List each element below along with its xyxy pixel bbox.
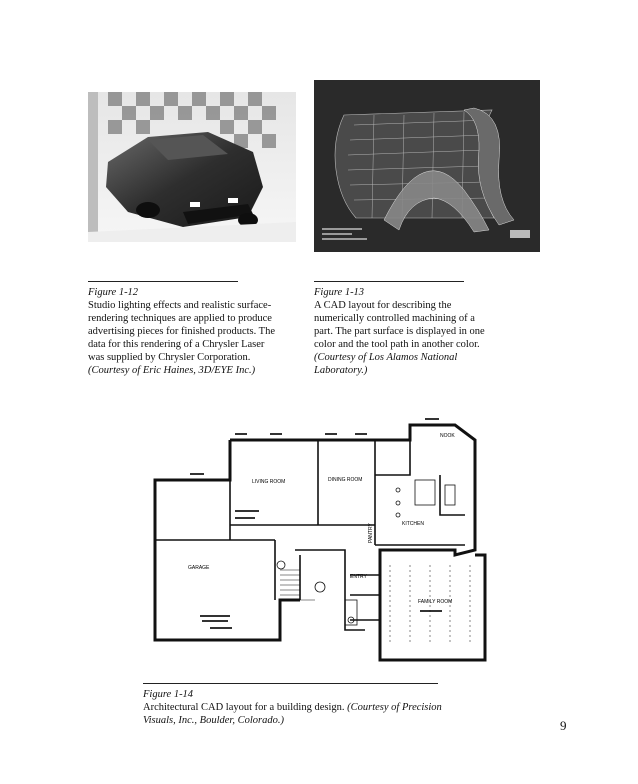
room-label-entry: ENTRY: [350, 574, 367, 580]
figure-1-12-rule: [88, 281, 238, 282]
figure-1-14-image: [140, 415, 495, 670]
figure-1-12-image: [88, 92, 296, 242]
figure-1-14-caption-block: [143, 688, 443, 727]
cad-machining-rendering: [314, 80, 540, 252]
room-label-nook: NOOK: [440, 433, 455, 439]
figure-1-13-caption: [314, 299, 494, 377]
figure-1-12-caption-block: [88, 286, 283, 377]
figure-1-13-caption-text: A CAD layout for describing the numerically controlled machining of a part. The part surface is displayed in one color and the tool path in another color.: [314, 300, 485, 350]
room-label-dining: DINING ROOM: [328, 477, 363, 483]
figure-1-13-caption-block: [314, 286, 494, 377]
room-label-kitchen: KITCHEN: [402, 521, 424, 527]
figure-1-14-credit: (Courtesy of Precision Visuals, Inc., Boulder, Colorado.): [143, 702, 442, 726]
figure-1-13-rule: [314, 281, 464, 282]
room-label-pantry: PANTRY: [368, 523, 374, 543]
figure-1-12-credit: (Courtesy of Eric Haines, 3D/EYE Inc.): [88, 365, 256, 376]
figure-1-12-label: Figure 1-12: [88, 287, 139, 298]
figure-1-12-caption: [88, 299, 283, 377]
room-label-family: FAMILY ROOM: [418, 599, 453, 605]
figure-1-12-caption-text: Studio lighting effects and realistic surface-rendering techniques are applied to produce advertising pieces for finished products. The data for this rendering of a Chrysler Laser was supplied by Chrysler Corporation.: [88, 300, 276, 363]
page-number: 9: [560, 718, 567, 733]
room-label-living: LIVING ROOM: [252, 479, 286, 485]
figure-1-14-rule: [143, 683, 438, 684]
floor-plan: [140, 415, 495, 670]
figure-1-13-label: Figure 1-13: [314, 287, 365, 298]
figure-1-14-caption: [143, 701, 443, 727]
figure-1-13-credit: (Courtesy of Los Alamos National Laboratory.): [314, 352, 458, 376]
car-rendering: [88, 92, 296, 242]
figure-1-14-label: Figure 1-14: [143, 689, 194, 700]
room-label-garage: GARAGE: [188, 565, 210, 571]
figure-1-13-image: [314, 80, 540, 252]
figure-1-14-caption-text: Architectural CAD layout for a building design.: [143, 702, 345, 713]
